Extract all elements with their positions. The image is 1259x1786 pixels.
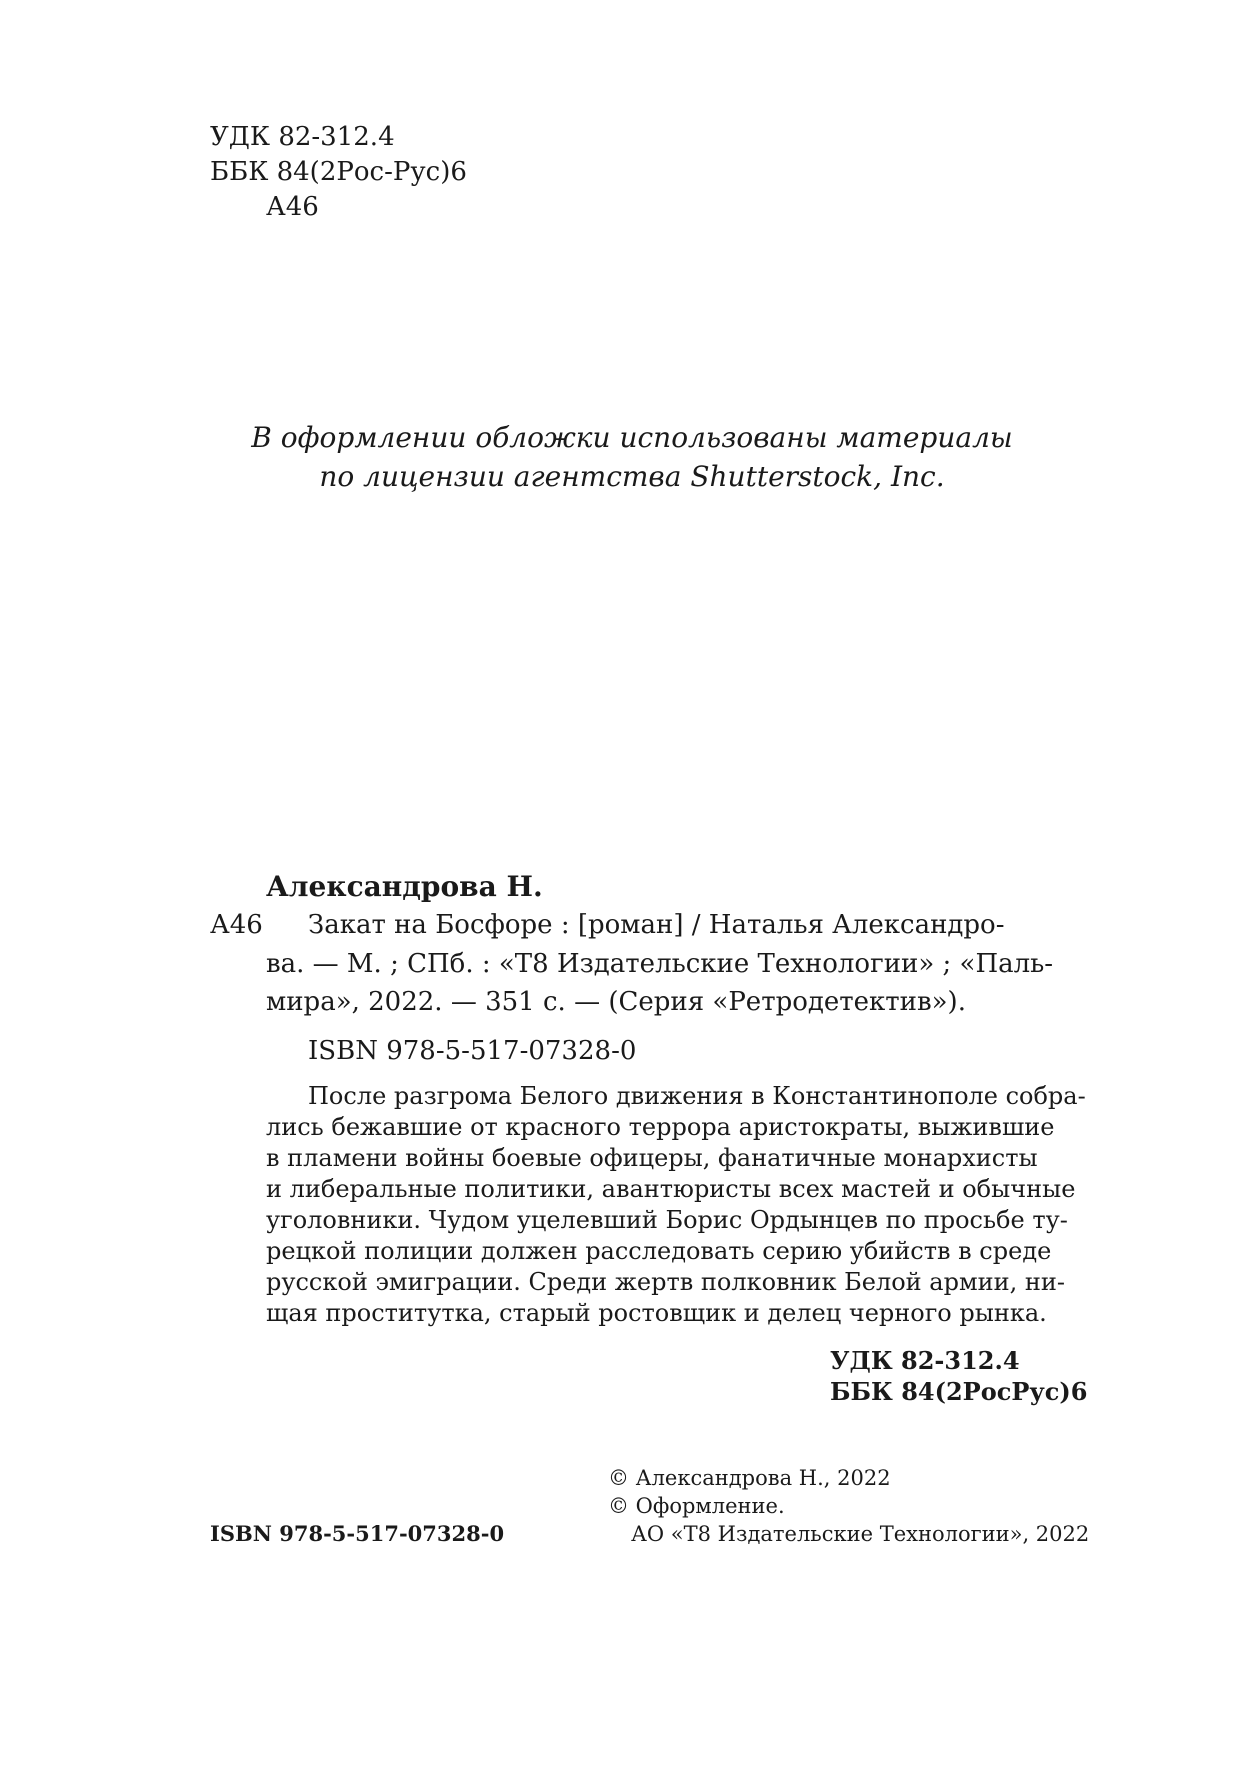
udk-code: УДК 82-312.4 xyxy=(210,122,395,152)
isbn-main: ISBN 978-5-517-07328-0 xyxy=(308,1036,637,1066)
cover-credits-line-1: В оформлении обложки использованы материалы xyxy=(251,421,1013,454)
annotation-line-1: После разгрома Белого движения в Константинополе собра- xyxy=(308,1082,1086,1110)
bbk-code: ББК 84(2Рос-Рус)6 xyxy=(210,157,467,187)
isbn-bottom: ISBN 978-5-517-07328-0 xyxy=(210,1521,505,1546)
annotation-line-5: уголовники. Чудом уцелевший Борис Ордынцев по просьбе ту- xyxy=(266,1206,1068,1234)
annotation-line-4: и либеральные политики, авантюристы всех мастей и обычные xyxy=(266,1175,1076,1203)
biblio-author-sign: А46 xyxy=(210,910,263,940)
annotation-line-3: в пламени войны боевые офицеры, фанатичные монархисты xyxy=(266,1144,1038,1172)
copyright-author: © Александрова Н., 2022 xyxy=(608,1466,891,1490)
biblio-line-3: мира», 2022. — 351 с. — (Серия «Ретродетектив»). xyxy=(266,987,966,1017)
author-heading: Александрова Н. xyxy=(266,870,543,903)
cover-credits-line-2: по лицензии агентства Shutterstock, Inc. xyxy=(319,460,945,493)
annotation-line-8: щая проститутка, старый ростовщик и делец черного рынка. xyxy=(266,1299,1047,1327)
biblio-line-2: ва. — М. ; СПб. : «Т8 Издательские Технологии» ; «Паль- xyxy=(266,949,1054,979)
udk-code-bold: УДК 82-312.4 xyxy=(830,1346,1020,1375)
author-sign: А46 xyxy=(266,192,319,222)
copyright-design: © Оформление. xyxy=(608,1494,785,1518)
copyright-publisher: АО «Т8 Издательские Технологии», 2022 xyxy=(631,1522,1090,1546)
annotation-line-2: лись бежавшие от красного террора аристократы, выжившие xyxy=(266,1113,1055,1141)
annotation-line-6: рецкой полиции должен расследовать серию убийств в среде xyxy=(266,1237,1052,1265)
biblio-line-1: Закат на Босфоре : [роман] / Наталья Александро- xyxy=(308,910,1005,940)
annotation-line-7: русской эмиграции. Среди жертв полковник Белой армии, ни- xyxy=(266,1268,1065,1296)
cover-credits xyxy=(160,418,1104,496)
bbk-code-bold: ББК 84(2РосРус)6 xyxy=(830,1377,1088,1406)
